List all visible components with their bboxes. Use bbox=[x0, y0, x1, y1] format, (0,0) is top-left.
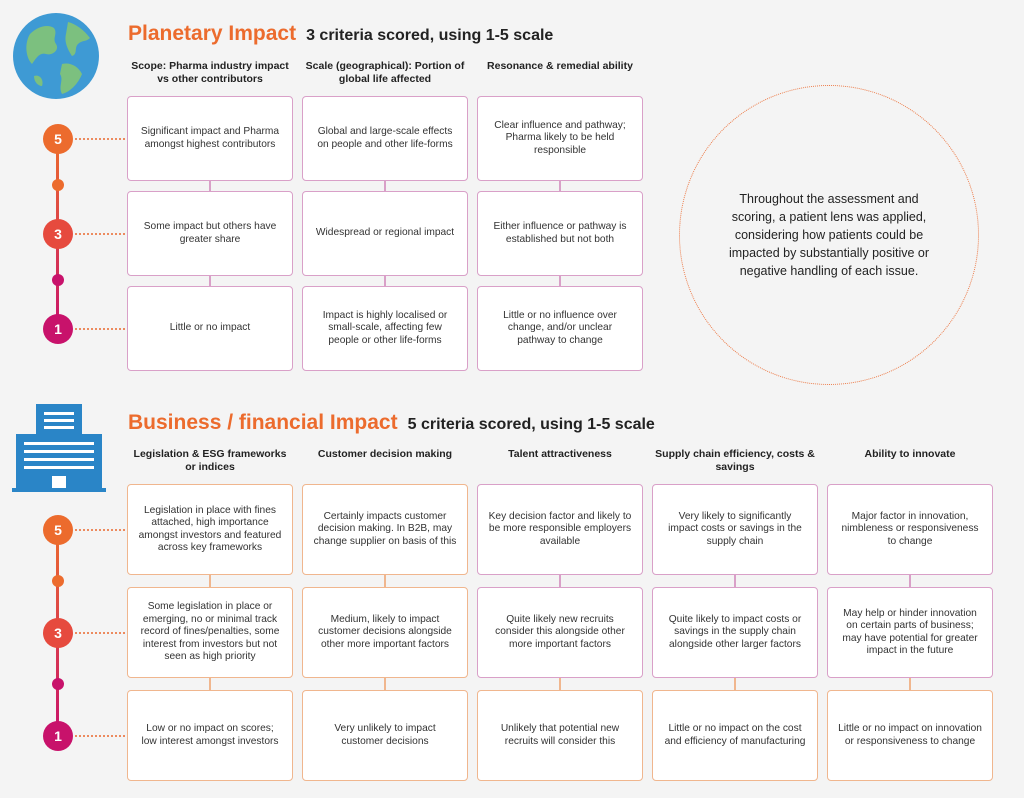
planetary-link bbox=[559, 181, 561, 191]
planetary-leader-5 bbox=[75, 138, 125, 140]
business-link bbox=[384, 575, 386, 587]
business-title-main: Business / financial Impact bbox=[128, 411, 398, 434]
business-link bbox=[559, 575, 561, 587]
business-link bbox=[209, 678, 211, 690]
business-cell-r5-legislation: Legislation in place with fines attached, high importance amongst investors and featured across key frameworks bbox=[127, 484, 293, 575]
business-score-1: 1 bbox=[43, 721, 73, 751]
business-score-dot-2 bbox=[52, 678, 64, 690]
business-cell-r3-legislation: Some legislation in place or emerging, no or minimal track record of fines/penalties, some interest from investors but not seen as high priority bbox=[127, 587, 293, 678]
business-cell-r3-innovate: May help or hinder innovation on certain parts of business; may have potential for greater impact in the future bbox=[827, 587, 993, 678]
business-cell-r5-innovate: Major factor in innovation, nimbleness or responsiveness to change bbox=[827, 484, 993, 575]
planetary-cell-r5-resonance: Clear influence and pathway; Pharma likely to be held responsible bbox=[477, 96, 643, 181]
planetary-cell-r3-scale: Widespread or regional impact bbox=[302, 191, 468, 276]
business-link bbox=[909, 575, 911, 587]
planetary-link bbox=[384, 276, 386, 286]
planetary-header-scale: Scale (geographical): Portion of global life affected bbox=[305, 60, 465, 85]
patient-lens-note: Throughout the assessment and scoring, a patient lens was applied, considering how patients could be impacted by substantially positive or negative handling of each issue. bbox=[679, 85, 979, 385]
business-score-dot-4 bbox=[52, 575, 64, 587]
planetary-cell-r1-resonance: Little or no influence over change, and/or unclear pathway to change bbox=[477, 286, 643, 371]
planetary-cell-r5-scope: Significant impact and Pharma amongst highest contributors bbox=[127, 96, 293, 181]
business-title bbox=[128, 411, 655, 435]
planetary-cell-r5-scale: Global and large-scale effects on people and other life-forms bbox=[302, 96, 468, 181]
planetary-title-sub: 3 criteria scored, using 1-5 scale bbox=[306, 27, 554, 44]
planetary-header-scope: Scope: Pharma industry impact vs other contributors bbox=[131, 60, 289, 85]
business-link bbox=[209, 575, 211, 587]
planetary-cell-r1-scale: Impact is highly localised or small-scale, affecting few people or other life-forms bbox=[302, 286, 468, 371]
planetary-score-dot-2 bbox=[52, 274, 64, 286]
business-link bbox=[559, 678, 561, 690]
planetary-leader-3 bbox=[75, 233, 125, 235]
business-cell-r5-customer: Certainly impacts customer decision making. In B2B, may change supplier on basis of this bbox=[302, 484, 468, 575]
business-cell-r1-innovate: Little or no impact on innovation or responsiveness to change bbox=[827, 690, 993, 781]
business-header-innovate: Ability to innovate bbox=[864, 448, 956, 460]
business-cell-r5-supply-chain: Very likely to significantly impact costs or savings in the supply chain bbox=[652, 484, 818, 575]
planetary-header-resonance: Resonance & remedial ability bbox=[487, 60, 633, 72]
business-cell-r5-talent: Key decision factor and likely to be more responsible employers available bbox=[477, 484, 643, 575]
business-cell-r3-supply-chain: Quite likely to impact costs or savings in the supply chain alongside other larger factors bbox=[652, 587, 818, 678]
business-cell-r1-talent: Unlikely that potential new recruits will consider this bbox=[477, 690, 643, 781]
business-cell-r3-talent: Quite likely new recruits consider this alongside other more important factors bbox=[477, 587, 643, 678]
business-header-supply-chain: Supply chain efficiency, costs & savings bbox=[655, 448, 815, 473]
planetary-cell-r1-scope: Little or no impact bbox=[127, 286, 293, 371]
business-header-customer: Customer decision making bbox=[317, 448, 453, 460]
business-cell-r1-legislation: Low or no impact on scores; low interest amongst investors bbox=[127, 690, 293, 781]
business-leader-5 bbox=[75, 529, 125, 531]
business-score-3: 3 bbox=[43, 618, 73, 648]
planetary-score-5: 5 bbox=[43, 124, 73, 154]
business-link bbox=[909, 678, 911, 690]
building-icon bbox=[12, 404, 106, 494]
business-title-sub: 5 criteria scored, using 1-5 scale bbox=[407, 416, 655, 433]
business-cell-r1-customer: Very unlikely to impact customer decisions bbox=[302, 690, 468, 781]
planetary-title-main: Planetary Impact bbox=[128, 22, 297, 45]
planetary-cell-r3-resonance: Either influence or pathway is established but not both bbox=[477, 191, 643, 276]
globe-icon bbox=[12, 12, 100, 100]
business-link bbox=[734, 678, 736, 690]
planetary-link bbox=[559, 276, 561, 286]
business-leader-1 bbox=[75, 735, 125, 737]
business-header-legislation: Legislation & ESG frameworks or indices bbox=[133, 448, 287, 473]
business-header-talent: Talent attractiveness bbox=[508, 448, 612, 460]
planetary-score-dot-4 bbox=[52, 179, 64, 191]
planetary-link bbox=[209, 181, 211, 191]
business-link bbox=[734, 575, 736, 587]
planetary-score-1: 1 bbox=[43, 314, 73, 344]
planetary-link bbox=[209, 276, 211, 286]
planetary-cell-r3-scope: Some impact but others have greater share bbox=[127, 191, 293, 276]
planetary-score-3: 3 bbox=[43, 219, 73, 249]
planetary-leader-1 bbox=[75, 328, 125, 330]
planetary-title bbox=[128, 22, 553, 46]
business-cell-r3-customer: Medium, likely to impact customer decisions alongside other more important factors bbox=[302, 587, 468, 678]
planetary-link bbox=[384, 181, 386, 191]
business-leader-3 bbox=[75, 632, 125, 634]
business-score-5: 5 bbox=[43, 515, 73, 545]
business-link bbox=[384, 678, 386, 690]
business-cell-r1-supply-chain: Little or no impact on the cost and efficiency of manufacturing bbox=[652, 690, 818, 781]
